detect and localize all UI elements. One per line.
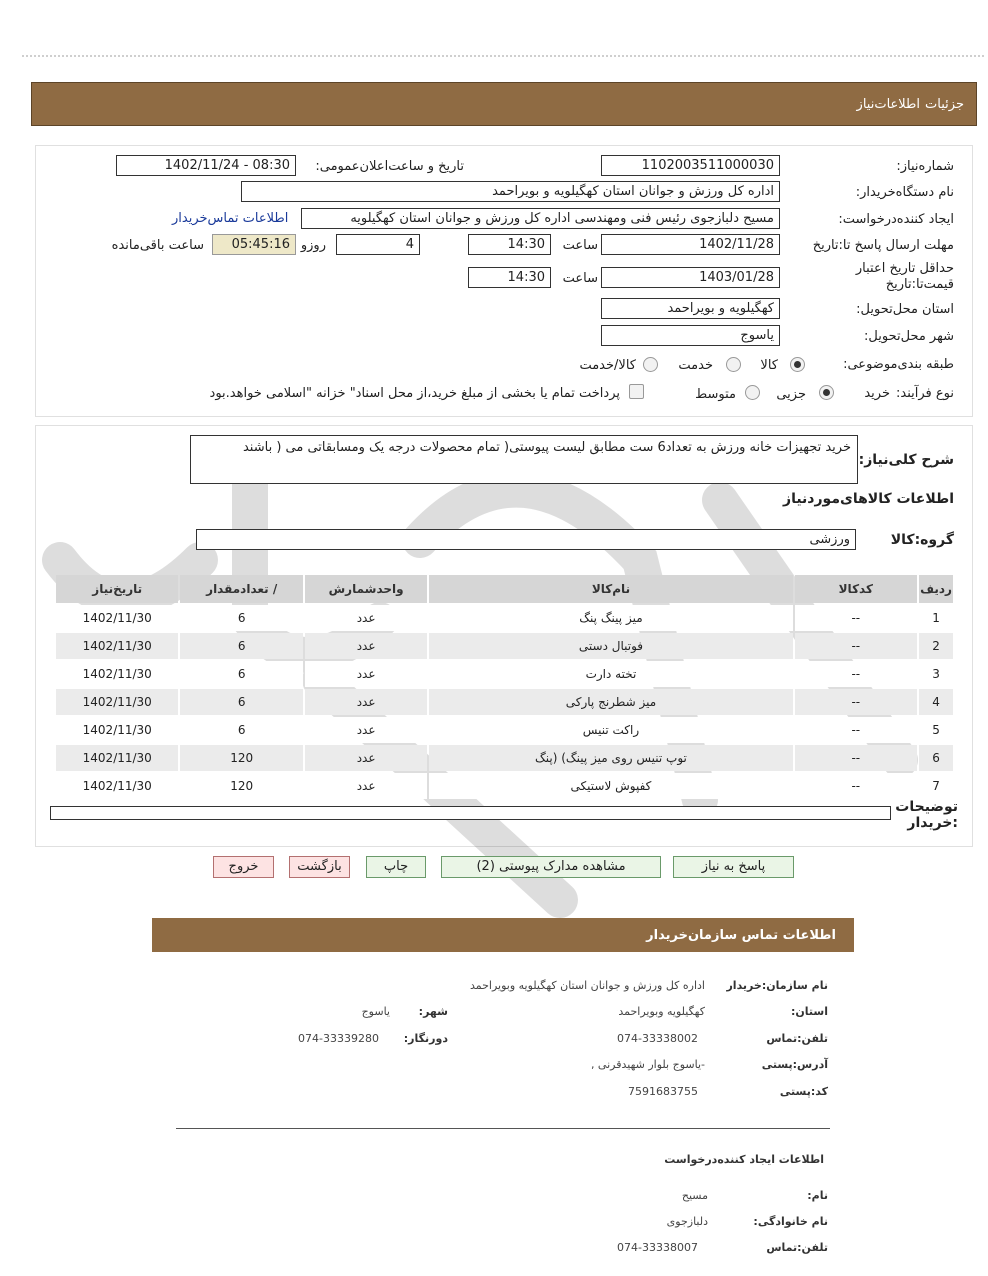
- validity-time-label: ساعت: [562, 271, 598, 286]
- contact-postal-value: 7591683755: [628, 1085, 698, 1098]
- table-row: [56, 773, 953, 799]
- goods-unit: عدد: [305, 689, 427, 715]
- row-number: 5: [919, 717, 953, 743]
- goods-name: فوتبال دستی: [429, 633, 792, 659]
- contact-org-value: اداره کل ورزش و جوانان استان کهگیلویه وبویراحمد: [469, 979, 705, 992]
- buyer-org-field: اداره کل ورزش و جوانان استان کهگیلویه و بویراحمد: [241, 181, 780, 202]
- goods-code: --: [795, 773, 917, 799]
- remaining-time-label: ساعت باقی‌مانده: [111, 238, 204, 253]
- summary-field: خرید تجهیزات خانه ورزش به تعداد6 ست مطابق لیست پیوستی( تمام محصولات درجه یک ومسابقاتی می ( باشند: [190, 435, 858, 484]
- tab-need-info[interactable]: اطلاعات‌نیاز: [856, 97, 920, 112]
- remaining-time-field: 05:45:16: [212, 234, 296, 255]
- col-qty-header: / تعدادمقدار: [180, 575, 302, 603]
- goods-quantity: 120: [180, 745, 302, 771]
- summary-label: شرح کلی‌نیاز:: [858, 452, 954, 468]
- contact-divider: [176, 1128, 830, 1129]
- row-number: 6: [919, 745, 953, 771]
- deadline-date-field: 1402/11/28: [601, 234, 780, 255]
- goods-group-field: ورزشی: [196, 529, 856, 550]
- contact-province-label: استان:: [791, 1005, 828, 1018]
- goods-quantity: 6: [180, 661, 302, 687]
- goods-info-heading: اطلاعات کالاهای‌موردنیاز: [783, 491, 954, 507]
- exit-button[interactable]: خروج: [213, 856, 274, 878]
- deadline-time-label: ساعت: [562, 238, 598, 253]
- contact-phone-label: تلفن‌:تماس: [766, 1032, 828, 1045]
- contact-postal-label: کد‌:پستی: [779, 1085, 828, 1098]
- city-field: یاسوج: [601, 325, 780, 346]
- process-partial-label: جزیی: [776, 387, 806, 402]
- goods-table: [54, 573, 955, 801]
- announce-label: تاریخ و ساعت‌اعلان‌عمومی:: [315, 159, 464, 174]
- goods-table-header: [56, 575, 953, 603]
- process-medium-label: متوسط: [695, 387, 736, 402]
- col-unit-header: واحدشمارش: [305, 575, 427, 603]
- need-date: 1402/11/30: [56, 773, 178, 799]
- goods-unit: عدد: [305, 605, 427, 631]
- creator-family-value: دلبازجوی: [666, 1215, 708, 1228]
- province-field: کهگیلویه و بویراحمد: [601, 298, 780, 319]
- goods-unit: عدد: [305, 717, 427, 743]
- table-row: [56, 717, 953, 743]
- need-date: 1402/11/30: [56, 633, 178, 659]
- col-date-header: تاریخ‌نیاز: [56, 575, 178, 603]
- contact-city-label: شهر:: [418, 1005, 448, 1018]
- contact-header-title: اطلاعات تماس سازمان‌خریدار: [646, 928, 836, 943]
- announce-date-field: 1402/11/24 - 08:30: [116, 155, 296, 176]
- treasury-payment-note: پرداخت تمام یا بخشی از مبلغ خرید،از محل اسناد" خزانه "اسلامی خواهد.بود: [209, 386, 620, 401]
- contact-address-value: -یاسوج بلوار شهیدقرنی ,: [590, 1058, 705, 1071]
- row-number: 1: [919, 605, 953, 631]
- need-date: 1402/11/30: [56, 745, 178, 771]
- goods-quantity: 6: [180, 717, 302, 743]
- contact-header-bar: [152, 918, 854, 952]
- row-number: 7: [919, 773, 953, 799]
- goods-quantity: 6: [180, 605, 302, 631]
- need-date: 1402/11/30: [56, 717, 178, 743]
- goods-name: میز شطرنج پارکی: [429, 689, 792, 715]
- creator-phone-value: 074-33338007: [617, 1241, 698, 1254]
- category-service-label: خدمت: [678, 358, 713, 373]
- contact-province-value: کهگیلویه وبویراحمد: [618, 1005, 705, 1018]
- contact-city-value: یاسوج: [361, 1005, 390, 1018]
- col-row-header: ردیف: [919, 575, 953, 603]
- category-goods-label: کالا: [760, 358, 778, 373]
- goods-group-label: گروه‌:کالا: [890, 532, 954, 548]
- goods-quantity: 6: [180, 633, 302, 659]
- back-button[interactable]: بازگشت: [289, 856, 350, 878]
- goods-code: --: [795, 661, 917, 687]
- validity-time-field: 14:30: [468, 267, 551, 288]
- deadline-time-field: 14:30: [468, 234, 551, 255]
- goods-code: --: [795, 605, 917, 631]
- creator-family-label: نام خانوادگی:: [753, 1215, 828, 1228]
- goods-code: --: [795, 717, 917, 743]
- goods-code: --: [795, 689, 917, 715]
- deadline-label: مهلت ارسال پاسخ تا‌:تاریخ: [812, 238, 954, 253]
- goods-name: توپ تنیس روی میز پینگ) (پنگ: [429, 745, 792, 771]
- row-number: 4: [919, 689, 953, 715]
- row-number: 2: [919, 633, 953, 659]
- process-type-label: نوع فرآیند:: [896, 386, 954, 401]
- goods-name: میز پینگ پنگ: [429, 605, 792, 631]
- goods-name: راکت تنیس: [429, 717, 792, 743]
- city-label: شهر محل‌تحویل:: [864, 329, 954, 344]
- creator-label: ایجاد کننده‌درخواست:: [838, 212, 954, 227]
- view-attachments-button[interactable]: مشاهده مدارک پیوستی (2): [441, 856, 661, 878]
- goods-name: کفپوش لاستیکی: [429, 773, 792, 799]
- goods-quantity: 6: [180, 689, 302, 715]
- buyer-contact-link[interactable]: اطلاعات تماس‌خریدار: [172, 211, 289, 226]
- need-number-field: 1102003511000030: [601, 155, 780, 176]
- category-label: طبقه بندی‌موضوعی:: [843, 357, 954, 372]
- process-buy-label: خرید: [864, 386, 890, 401]
- need-date: 1402/11/30: [56, 689, 178, 715]
- need-date: 1402/11/30: [56, 661, 178, 687]
- table-row: [56, 689, 953, 715]
- goods-code: --: [795, 745, 917, 771]
- print-button[interactable]: چاپ: [366, 856, 426, 878]
- table-row: [56, 661, 953, 687]
- goods-quantity: 120: [180, 773, 302, 799]
- row-number: 3: [919, 661, 953, 687]
- validity-date-field: 1403/01/28: [601, 267, 780, 288]
- col-code-header: کدکالا: [795, 575, 917, 603]
- need-number-label: شماره‌نیاز:: [896, 159, 954, 174]
- goods-name: تخته دارت: [429, 661, 792, 687]
- days-label: روزو: [300, 238, 326, 253]
- reply-button[interactable]: پاسخ به نیاز: [673, 856, 794, 878]
- col-name-header: نام‌کالا: [429, 575, 792, 603]
- contact-org-label: نام سازمان‌:خریدار: [726, 979, 828, 992]
- goods-unit: عدد: [305, 745, 427, 771]
- creator-phone-label: تلفن‌:تماس: [766, 1241, 828, 1254]
- creator-name-label: نام:: [807, 1189, 828, 1202]
- goods-unit: عدد: [305, 633, 427, 659]
- table-row: [56, 605, 953, 631]
- contact-address-label: آدرس‌:پستی: [761, 1058, 828, 1071]
- category-goods-service-label: کالا/خدمت: [579, 358, 636, 373]
- creator-field: مسیح دلبازجوی رئیس فنی ومهندسی اداره کل ورزش و جوانان استان کهگیلویه: [301, 208, 780, 229]
- goods-code: --: [795, 633, 917, 659]
- province-label: استان محل‌تحویل:: [856, 302, 954, 317]
- table-row: [56, 745, 953, 771]
- tab-details[interactable]: جزئیات: [925, 97, 964, 112]
- goods-unit: عدد: [305, 773, 427, 799]
- days-remaining-field: 4: [336, 234, 420, 255]
- buyer-notes-label: توضیحات :خریدار: [895, 799, 958, 831]
- buyer-org-label: نام دستگاه‌خریدار:: [855, 185, 954, 200]
- buyer-notes-field: [50, 806, 891, 820]
- table-row: [56, 633, 953, 659]
- validity-label: حداقل تاریخ اعتبار قیمت‌تا‌:تاریخ: [855, 261, 954, 292]
- contact-fax-label: دورنگار:: [403, 1032, 448, 1045]
- creator-name-value: مسیح: [681, 1189, 708, 1202]
- goods-unit: عدد: [305, 661, 427, 687]
- need-date: 1402/11/30: [56, 605, 178, 631]
- creator-info-heading: اطلاعات ایجاد کننده‌درخواست: [664, 1153, 824, 1166]
- contact-fax-value: 074-33339280: [298, 1032, 379, 1045]
- contact-phone-value: 074-33338002: [617, 1032, 698, 1045]
